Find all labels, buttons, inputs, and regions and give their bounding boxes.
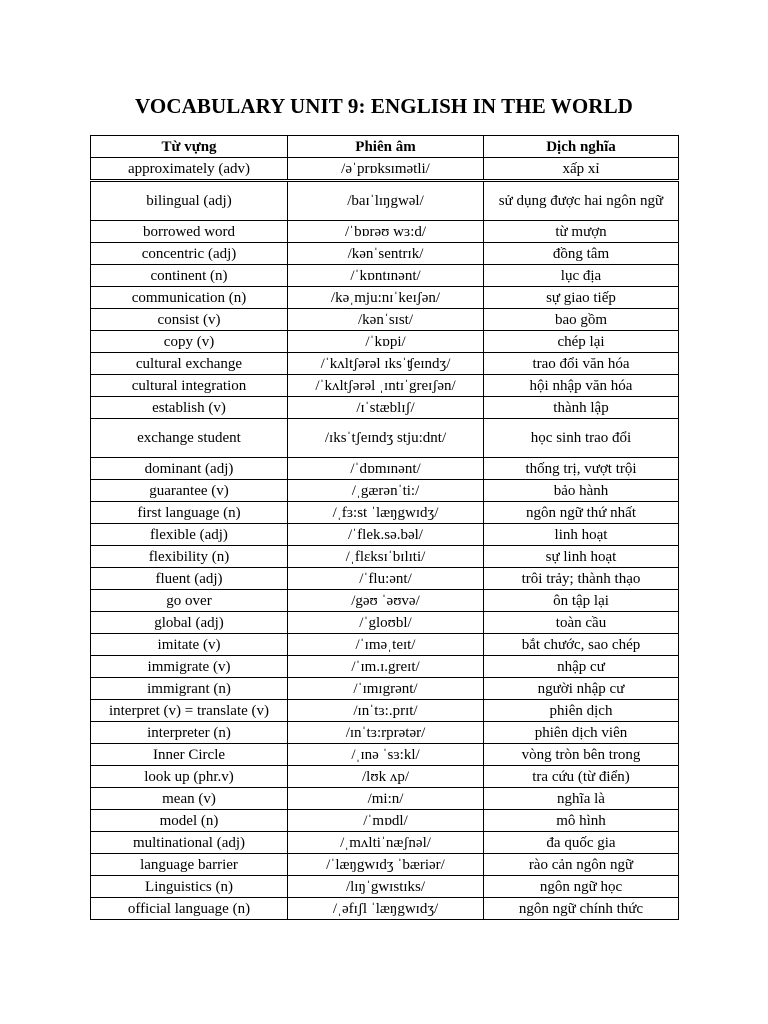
word-cell: flexibility (n) [91, 546, 288, 568]
word-cell: global (adj) [91, 612, 288, 634]
table-row [91, 331, 679, 353]
meaning-cell: ngôn ngữ học [484, 876, 679, 898]
word-cell: official language (n) [91, 898, 288, 920]
meaning-cell: đồng tâm [484, 243, 679, 265]
pronunciation-cell: /ˌfɜ:st ˈlæŋgwɪdʒ/ [288, 502, 484, 524]
pronunciation-cell: /ˈɪmɪgrənt/ [288, 678, 484, 700]
table-row [91, 590, 679, 612]
meaning-cell: ngôn ngữ chính thức [484, 898, 679, 920]
document-title: VOCABULARY UNIT 9: ENGLISH IN THE WORLD [135, 94, 633, 118]
pronunciation-cell: /ˈbɒrəʊ wɜ:d/ [288, 221, 484, 243]
pronunciation-cell: /ˈlæŋgwɪdʒ ˈbæriər/ [288, 854, 484, 876]
table-row [91, 744, 679, 766]
word-cell: guarantee (v) [91, 480, 288, 502]
pronunciation-cell: /gəʊ ˈəʊvə/ [288, 590, 484, 612]
word-cell: multinational (adj) [91, 832, 288, 854]
table-row [91, 854, 679, 876]
word-cell: communication (n) [91, 287, 288, 309]
meaning-cell: người nhập cư [484, 678, 679, 700]
word-cell: language barrier [91, 854, 288, 876]
pronunciation-cell: /ˌgærənˈti:/ [288, 480, 484, 502]
word-cell: model (n) [91, 810, 288, 832]
column-header-meaning: Dịch nghĩa [484, 136, 679, 158]
word-cell: establish (v) [91, 397, 288, 419]
meaning-cell: vòng tròn bên trong [484, 744, 679, 766]
table-row [91, 656, 679, 678]
word-cell: Linguistics (n) [91, 876, 288, 898]
pronunciation-cell: /ˈɪm.ɪ.greɪt/ [288, 656, 484, 678]
meaning-cell: ngôn ngữ thứ nhất [484, 502, 679, 524]
pronunciation-cell: /ˈkʌltʃərəl ˌɪntɪˈgreɪʃən/ [288, 375, 484, 397]
pronunciation-cell: /ˈmɒdl/ [288, 810, 484, 832]
meaning-cell: lục địa [484, 265, 679, 287]
table-row [91, 158, 679, 181]
table-row [91, 568, 679, 590]
pronunciation-cell: /ˈdɒmɪnənt/ [288, 458, 484, 480]
meaning-cell: từ mượn [484, 221, 679, 243]
table-row [91, 832, 679, 854]
meaning-cell: phiên dịch [484, 700, 679, 722]
word-cell: fluent (adj) [91, 568, 288, 590]
word-cell: concentric (adj) [91, 243, 288, 265]
word-cell: continent (n) [91, 265, 288, 287]
pronunciation-cell: /ˌmʌltiˈnæʃnəl/ [288, 832, 484, 854]
word-cell: flexible (adj) [91, 524, 288, 546]
word-cell: first language (n) [91, 502, 288, 524]
pronunciation-cell: /ˌəfɪʃl ˈlæŋgwɪdʒ/ [288, 898, 484, 920]
table-header-row [91, 136, 679, 158]
meaning-cell: đa quốc gia [484, 832, 679, 854]
meaning-cell: chép lại [484, 331, 679, 353]
table-row [91, 375, 679, 397]
pronunciation-cell: /ˈkɒntɪnənt/ [288, 265, 484, 287]
table-row [91, 876, 679, 898]
meaning-cell: nhập cư [484, 656, 679, 678]
word-cell: imitate (v) [91, 634, 288, 656]
word-cell: consist (v) [91, 309, 288, 331]
meaning-cell: tra cứu (từ điển) [484, 766, 679, 788]
meaning-cell: thống trị, vượt trội [484, 458, 679, 480]
word-cell: approximately (adv) [91, 158, 288, 181]
meaning-cell: nghĩa là [484, 788, 679, 810]
pronunciation-cell: /ˌɪnə ˈsɜ:kl/ [288, 744, 484, 766]
column-header-pronunciation: Phiên âm [288, 136, 484, 158]
table-body [91, 158, 679, 920]
table-row [91, 524, 679, 546]
word-cell: borrowed word [91, 221, 288, 243]
word-cell: immigrant (n) [91, 678, 288, 700]
table-row [91, 458, 679, 480]
meaning-cell: học sinh trao đổi [484, 419, 679, 458]
pronunciation-cell: /ˈgloʊbl/ [288, 612, 484, 634]
column-header-word: Từ vựng [91, 136, 288, 158]
pronunciation-cell: /ɪnˈtɜ:rprətər/ [288, 722, 484, 744]
table-row [91, 788, 679, 810]
word-cell: exchange student [91, 419, 288, 458]
word-cell: bilingual (adj) [91, 181, 288, 221]
table-row [91, 634, 679, 656]
meaning-cell: sử dụng được hai ngôn ngữ [484, 181, 679, 221]
meaning-cell: ôn tập lại [484, 590, 679, 612]
table-row [91, 181, 679, 221]
word-cell: cultural integration [91, 375, 288, 397]
meaning-cell: bắt chước, sao chép [484, 634, 679, 656]
meaning-cell: thành lập [484, 397, 679, 419]
word-cell: dominant (adj) [91, 458, 288, 480]
table-row [91, 722, 679, 744]
table-row [91, 546, 679, 568]
meaning-cell: trao đổi văn hóa [484, 353, 679, 375]
table-row [91, 766, 679, 788]
meaning-cell: sự linh hoạt [484, 546, 679, 568]
meaning-cell: trôi trảy; thành thạo [484, 568, 679, 590]
pronunciation-cell: /ˈflu:ənt/ [288, 568, 484, 590]
word-cell: look up (phr.v) [91, 766, 288, 788]
word-cell: interpreter (n) [91, 722, 288, 744]
meaning-cell: phiên dịch viên [484, 722, 679, 744]
pronunciation-cell: /ˈkɒpi/ [288, 331, 484, 353]
word-cell: interpret (v) = translate (v) [91, 700, 288, 722]
table-row [91, 810, 679, 832]
word-cell: Inner Circle [91, 744, 288, 766]
meaning-cell: linh hoạt [484, 524, 679, 546]
vocabulary-table [90, 135, 679, 920]
table-row [91, 502, 679, 524]
table-row [91, 243, 679, 265]
pronunciation-cell: /baɪˈlɪŋgwəl/ [288, 181, 484, 221]
table-row [91, 898, 679, 920]
word-cell: immigrate (v) [91, 656, 288, 678]
table-row [91, 612, 679, 634]
word-cell: go over [91, 590, 288, 612]
table-row [91, 221, 679, 243]
pronunciation-cell: /ɪksˈtʃeɪndʒ stju:dnt/ [288, 419, 484, 458]
table-row [91, 700, 679, 722]
pronunciation-cell: /kəˌmju:nɪˈkeɪʃən/ [288, 287, 484, 309]
pronunciation-cell: /ɪnˈtɜ:.prɪt/ [288, 700, 484, 722]
table-row [91, 480, 679, 502]
table-row [91, 265, 679, 287]
pronunciation-cell: /kənˈsentrɪk/ [288, 243, 484, 265]
meaning-cell: bảo hành [484, 480, 679, 502]
pronunciation-cell: /mi:n/ [288, 788, 484, 810]
word-cell: cultural exchange [91, 353, 288, 375]
pronunciation-cell: /ˌflɛksɪˈbɪlɪti/ [288, 546, 484, 568]
meaning-cell: bao gồm [484, 309, 679, 331]
meaning-cell: toàn cầu [484, 612, 679, 634]
word-cell: copy (v) [91, 331, 288, 353]
meaning-cell: rào cản ngôn ngữ [484, 854, 679, 876]
meaning-cell: mô hình [484, 810, 679, 832]
meaning-cell: xấp xỉ [484, 158, 679, 181]
meaning-cell: sự giao tiếp [484, 287, 679, 309]
pronunciation-cell: /lɪŋˈgwɪstɪks/ [288, 876, 484, 898]
meaning-cell: hội nhập văn hóa [484, 375, 679, 397]
word-cell: mean (v) [91, 788, 288, 810]
table-row [91, 397, 679, 419]
pronunciation-cell: /ˈkʌltʃərəl ɪksˈʧeɪndʒ/ [288, 353, 484, 375]
table-row [91, 419, 679, 458]
table-row [91, 353, 679, 375]
pronunciation-cell: /lʊk ʌp/ [288, 766, 484, 788]
table-row [91, 287, 679, 309]
table-row [91, 678, 679, 700]
pronunciation-cell: /ɪˈstæblɪʃ/ [288, 397, 484, 419]
table-row [91, 309, 679, 331]
pronunciation-cell: /ˈflek.sə.bəl/ [288, 524, 484, 546]
pronunciation-cell: /ˈɪməˌteɪt/ [288, 634, 484, 656]
pronunciation-cell: /kənˈsɪst/ [288, 309, 484, 331]
pronunciation-cell: /əˈprɒksɪmətli/ [288, 158, 484, 181]
